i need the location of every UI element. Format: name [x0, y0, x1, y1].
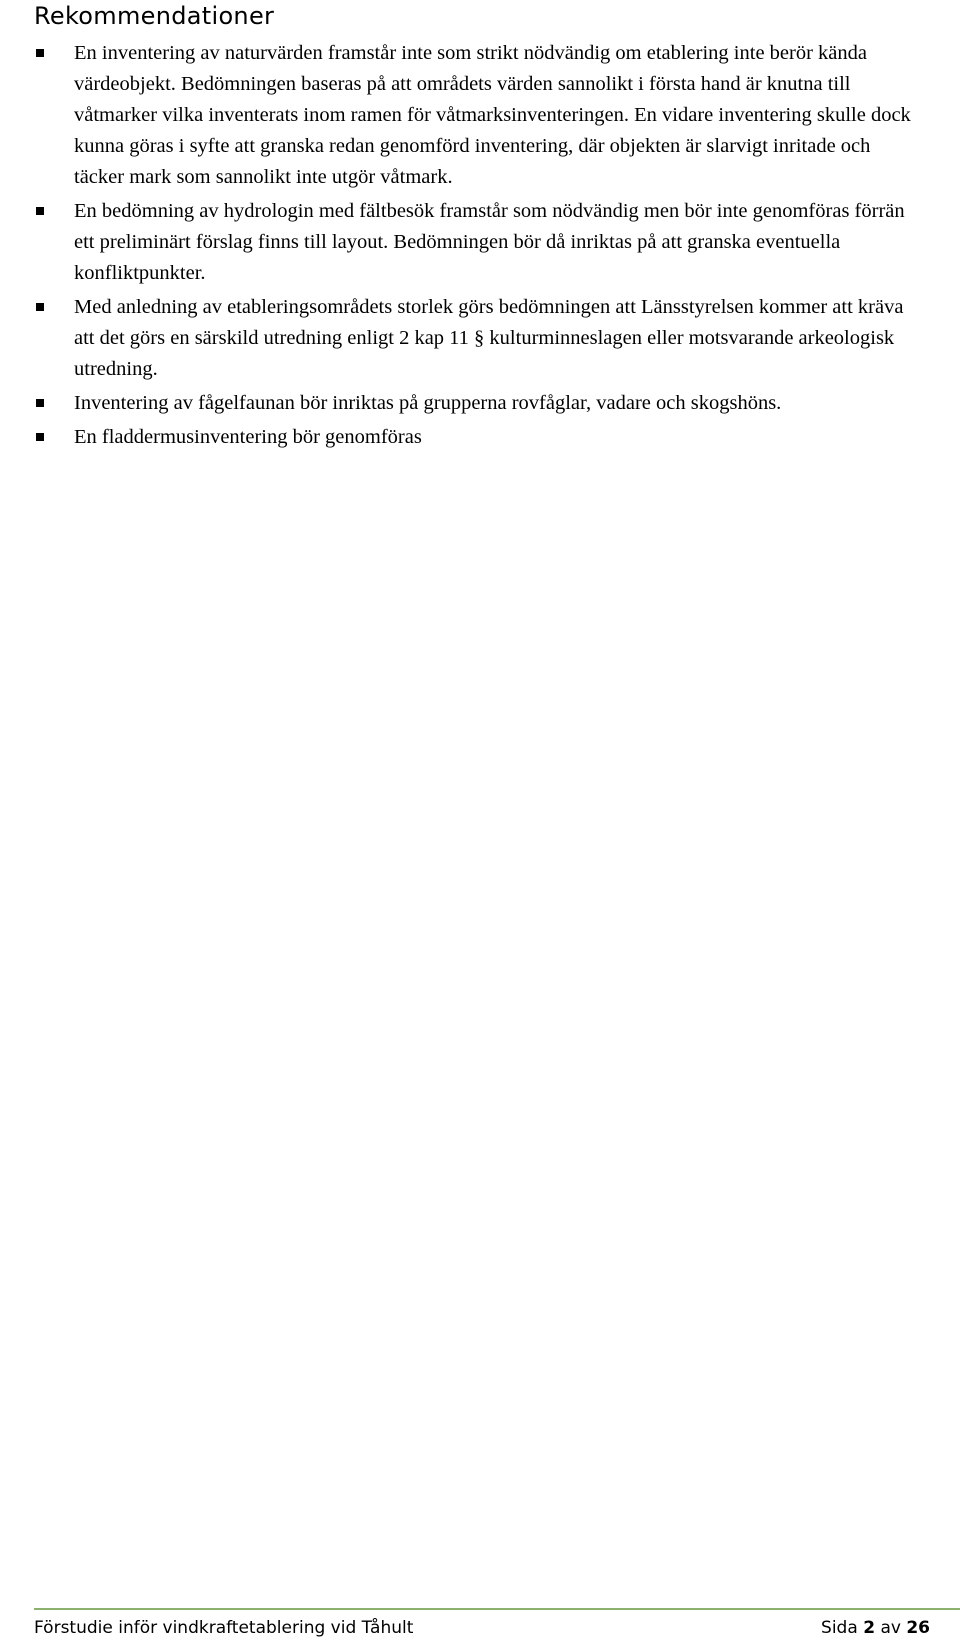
list-item-text: Inventering av fågelfaunan bör inriktas på grupperna rovfåglar, vadare och skogshöns. — [74, 392, 782, 414]
section-heading: Rekommendationer — [34, 2, 275, 30]
list-item — [0, 196, 960, 289]
list-item — [0, 292, 960, 385]
list-item-text: En fladdermusinventering bör genomföras — [74, 426, 422, 448]
list-item — [0, 388, 960, 419]
recommendation-list — [0, 38, 960, 456]
list-item — [0, 422, 960, 453]
page-number — [821, 1617, 930, 1639]
footer-document-title: Förstudie inför vindkraftetablering vid Tåhult — [34, 1618, 414, 1638]
square-bullet-icon — [36, 433, 44, 441]
square-bullet-icon — [36, 49, 44, 57]
list-item-text: En bedömning av hydrologin med fältbesök framstår som nödvändig men bör inte genomföras förrän ett preliminärt förslag finns till layout. Bedömningen bör då inriktas på att granska eventuella konfliktpunkter. — [74, 200, 905, 284]
square-bullet-icon — [36, 399, 44, 407]
page-total: 26 — [906, 1618, 930, 1638]
footer-divider — [34, 1608, 960, 1610]
list-item-text: Med anledning av etableringsområdets storlek görs bedömningen att Länsstyrelsen kommer att kräva att det görs en särskild utredning enligt 2 kap 11 § kulturminneslagen eller motsvarande arkeologisk utredning. — [74, 296, 904, 380]
list-item-text: En inventering av naturvärden framstår inte som strikt nödvändig om etablering inte berör kända värdeobjekt. Bedömningen baseras på att områdets värden sannolikt i första hand är knutna till våtmarker vilka inventerats inom ramen för våtmarksinventeringen. En vidare inventering skulle dock kunna göras i syfte att granska redan genomförd inventering, där objekten är slarvigt inritade och täcker mark som sannolikt inte utgör våtmark. — [74, 42, 911, 188]
page-separator: av — [880, 1618, 901, 1638]
list-item — [0, 38, 960, 193]
page-current: 2 — [863, 1618, 876, 1638]
page-label: Sida — [821, 1618, 858, 1638]
square-bullet-icon — [36, 303, 44, 311]
square-bullet-icon — [36, 207, 44, 215]
